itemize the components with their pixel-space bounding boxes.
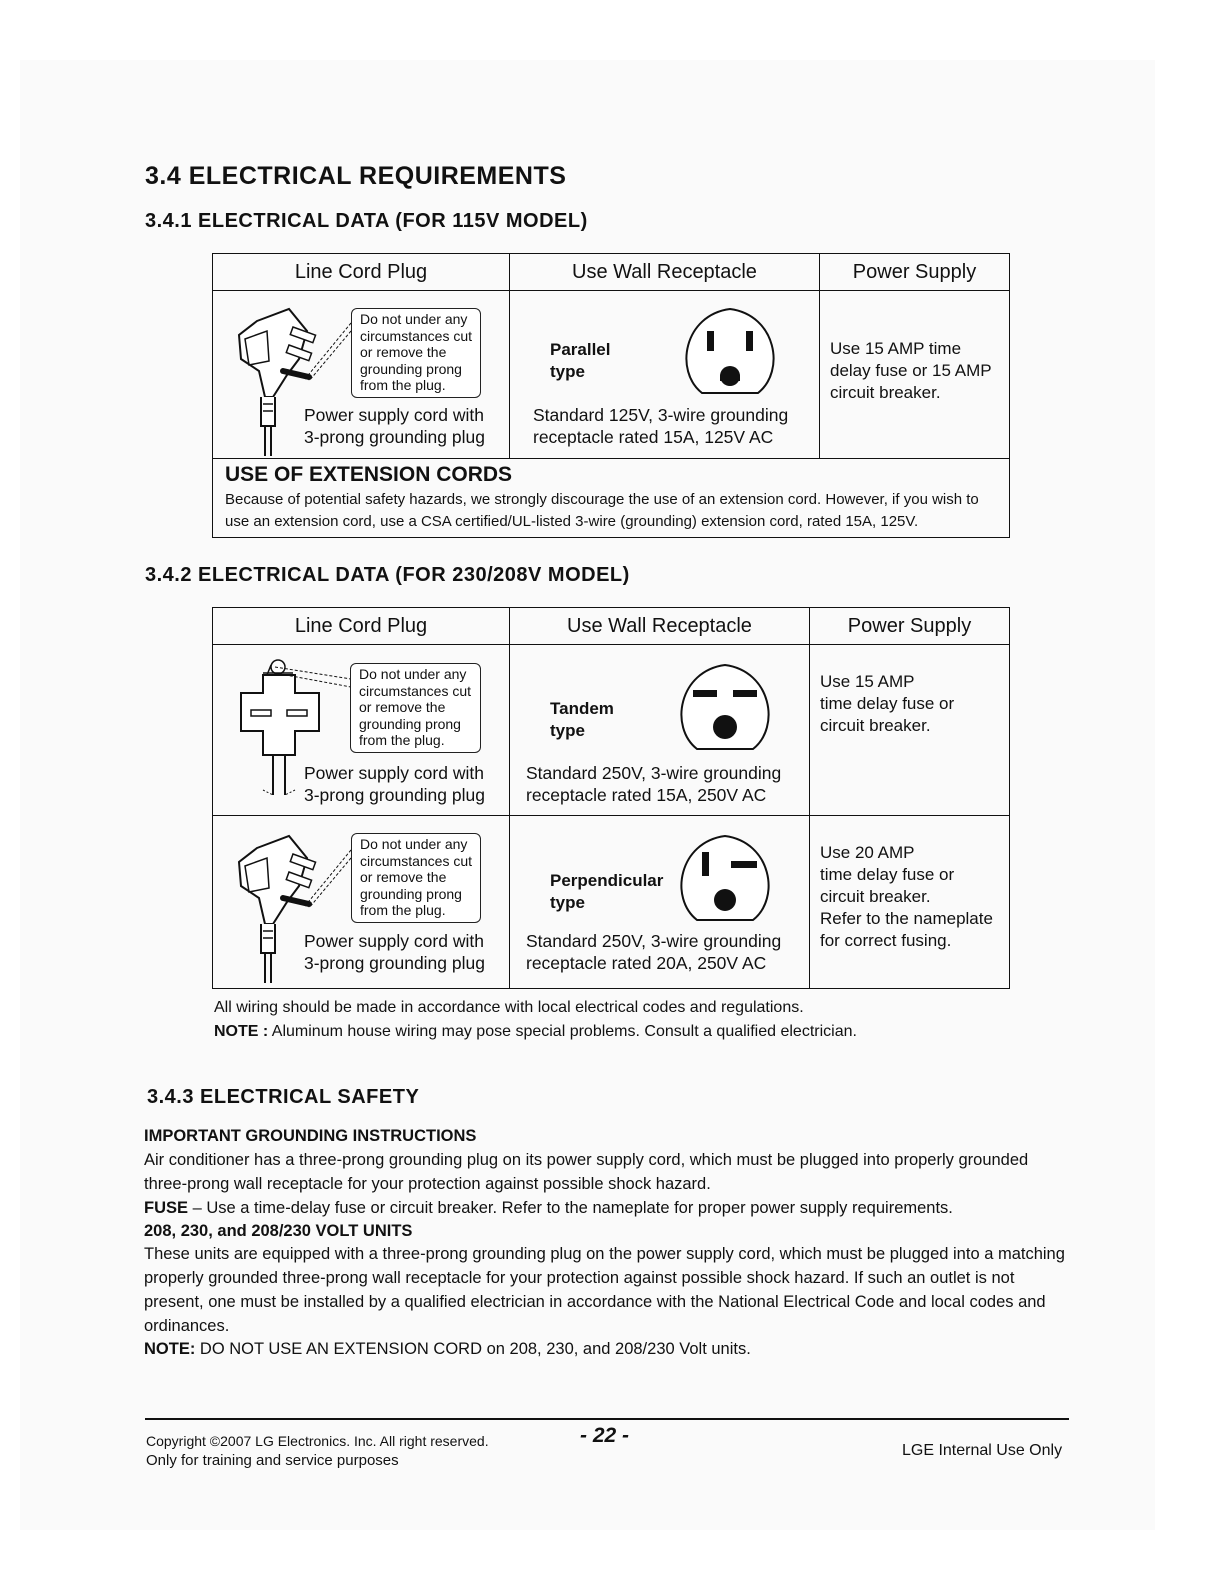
- callout-leader-line: [303, 321, 353, 381]
- perpendicular-receptacle-icon: [675, 828, 775, 928]
- footer-divider: [145, 1418, 1069, 1420]
- section-3-4-2-title: 3.4.2 ELECTRICAL DATA (FOR 230/208V MODEL): [145, 564, 630, 586]
- receptacle-type: Tandem type: [550, 699, 614, 740]
- plug-caption: Power supply cord with 3-prong grounding plug: [304, 405, 485, 447]
- plug-caption: Power supply cord with 3-prong grounding plug: [304, 931, 485, 973]
- fuse-label: FUSE: [144, 1199, 189, 1217]
- volt-units-heading: 208, 230, and 208/230 VOLT UNITS: [144, 1222, 413, 1240]
- receptacle-caption: Standard 125V, 3-wire grounding receptacle rated 15A, 125V AC: [533, 405, 789, 447]
- power-supply-text: Use 15 AMP time delay fuse or circuit breaker.: [820, 672, 955, 735]
- wiring-note: All wiring should be made in accordance with local electrical codes and regulations.: [214, 999, 804, 1016]
- supply-cell: [810, 645, 1009, 815]
- header-power-supply: Power Supply: [810, 608, 1010, 645]
- page-number: - 22 -: [580, 1424, 630, 1447]
- footer-training: Only for training and service purposes: [146, 1452, 399, 1469]
- warning-callout: Do not under any circumstances cut or remove the grounding prong from the plug.: [350, 663, 481, 753]
- note-label: NOTE:: [144, 1340, 196, 1358]
- header-power-supply: Power Supply: [820, 254, 1010, 291]
- aluminum-note: [214, 1020, 857, 1044]
- header-wall-receptacle: Use Wall Receptacle: [510, 608, 810, 645]
- note-text: DO NOT USE AN EXTENSION CORD on 208, 230, and 208/230 Volt units.: [195, 1340, 751, 1358]
- receptacle-cell: [510, 291, 819, 458]
- tandem-plug-cell: [213, 645, 509, 815]
- extension-cords-text: Because of potential safety hazards, we strongly discourage the use of an extension cord. However, if you wish to use an extension cord, use a CSA certified/UL-listed 3-wire (grounding) extension cord, rated 15A, 125V.: [225, 491, 979, 530]
- plug-cell: [213, 291, 509, 458]
- supply-cell: [820, 291, 1009, 458]
- warning-callout: Do not under any circumstances cut or remove the grounding prong from the plug.: [351, 308, 481, 398]
- fuse-text: – Use a time-delay fuse or circuit breaker. Refer to the nameplate for proper power supply requirements.: [188, 1199, 953, 1217]
- receptacle-type: Parallel type: [550, 340, 611, 381]
- power-supply-text: Use 20 AMP time delay fuse or circuit breaker. Refer to the nameplate for correct fusing.: [820, 843, 993, 950]
- warning-callout: Do not under any circumstances cut or remove the grounding prong from the plug.: [351, 833, 481, 923]
- extension-cords-title: USE OF EXTENSION CORDS: [225, 463, 513, 486]
- header-line-cord-plug: Line Cord Plug: [213, 608, 510, 645]
- callout-leader-line: [303, 848, 353, 908]
- fuse-line: [144, 1196, 1054, 1220]
- supply-cell: [810, 816, 1009, 988]
- receptacle-type: Perpendicular type: [550, 871, 664, 912]
- note-label: NOTE :: [214, 1023, 269, 1040]
- receptacle-caption: Standard 250V, 3-wire grounding receptacle rated 20A, 250V AC: [526, 931, 782, 973]
- header-line-cord-plug: Line Cord Plug: [213, 254, 510, 291]
- tandem-receptacle-icon: [675, 657, 775, 757]
- grounding-text: Air conditioner has a three-prong grounding plug on its power supply cord, which must be plugged into properly grounded three-prong wall receptacle for your protection against possible shock hazard.: [144, 1151, 1029, 1193]
- section-title: 3.4 ELECTRICAL REQUIREMENTS: [145, 162, 567, 190]
- section-3-4-3-title: 3.4.3 ELECTRICAL SAFETY: [147, 1086, 420, 1108]
- parallel-receptacle-icon: [680, 301, 780, 401]
- note-text: Aluminum house wiring may pose special problems. Consult a qualified electrician.: [268, 1023, 857, 1040]
- volt-units-text: These units are equipped with a three-prong grounding plug on the power supply cord, which must be plugged into a matching properly grounded three-prong wall receptacle for your protection against possible shock hazard. If such an outlet is not present, one must be installed by a qualified electrician in accordance with the National Electrical Code and local codes and ordinances.: [144, 1245, 1065, 1335]
- perpendicular-receptacle-cell: [510, 816, 809, 988]
- plug-caption: Power supply cord with 3-prong grounding plug: [304, 763, 485, 805]
- section-3-4-1-title: 3.4.1 ELECTRICAL DATA (FOR 115V MODEL): [145, 210, 588, 232]
- callout-leader-line: [273, 663, 353, 693]
- footer-internal-use: LGE Internal Use Only: [902, 1442, 1063, 1459]
- table-230v: [212, 607, 1010, 989]
- tandem-receptacle-cell: [510, 645, 809, 815]
- perpendicular-plug-cell: [213, 816, 509, 988]
- grounding-heading: IMPORTANT GROUNDING INSTRUCTIONS: [144, 1127, 477, 1145]
- extension-cord-note: [144, 1337, 751, 1361]
- header-wall-receptacle: Use Wall Receptacle: [510, 254, 820, 291]
- table-115v: [212, 253, 1010, 538]
- footer-copyright: Copyright ©2007 LG Electronics. Inc. All right reserved.: [146, 1433, 489, 1449]
- power-supply-text: Use 15 AMP time delay fuse or 15 AMP circuit breaker.: [830, 339, 992, 402]
- receptacle-caption: Standard 250V, 3-wire grounding receptacle rated 15A, 250V AC: [526, 763, 782, 805]
